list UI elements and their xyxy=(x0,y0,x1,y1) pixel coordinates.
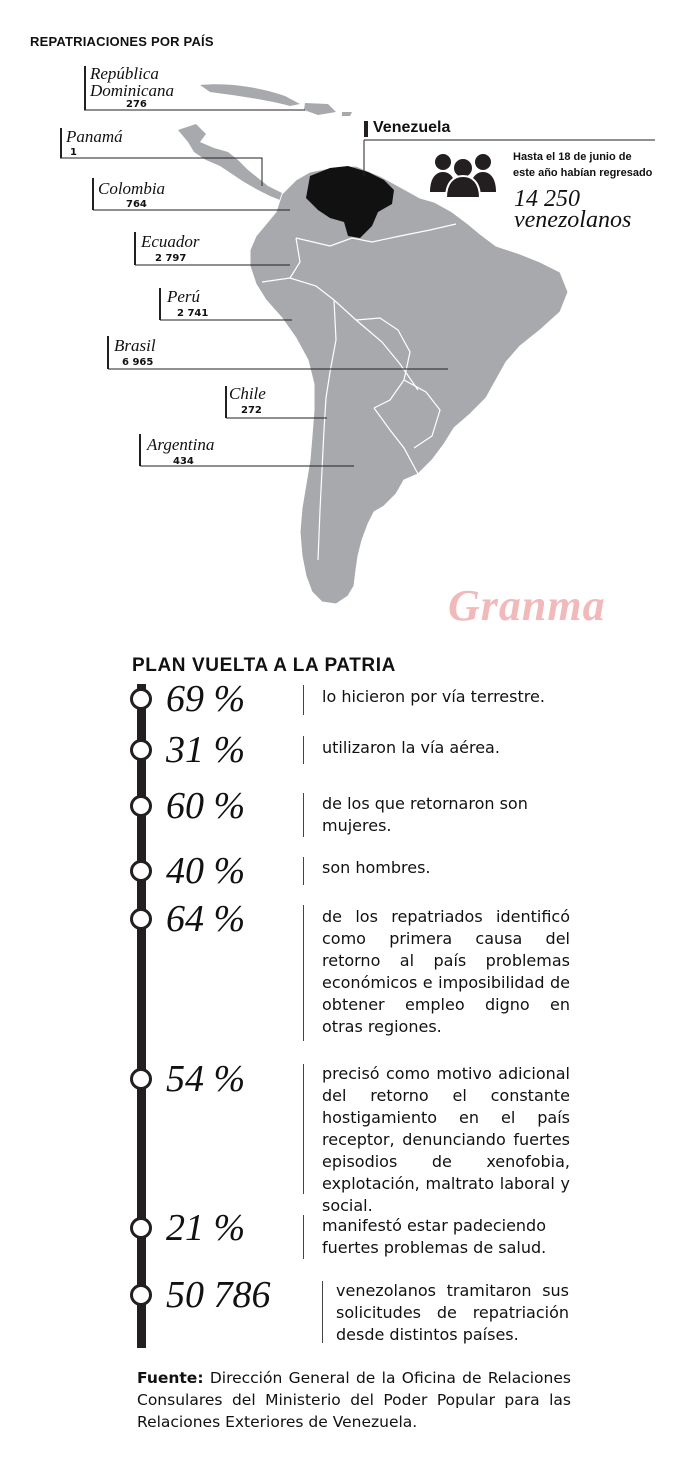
country-count-argentina: 434 xyxy=(173,456,194,467)
stat-value: 60 % xyxy=(166,785,246,827)
central-america xyxy=(178,124,284,200)
venezuela-note-line2: este año habían regresado xyxy=(513,167,653,179)
cuba-island xyxy=(200,84,300,106)
stat-description: utilizaron la vía aérea. xyxy=(322,738,500,757)
venezuela-label: Venezuela xyxy=(373,119,451,136)
timeline-dot xyxy=(130,1068,152,1090)
timeline-dot xyxy=(130,795,152,817)
stat-value: 40 % xyxy=(166,850,246,892)
timeline-bar xyxy=(137,684,146,1348)
separator xyxy=(303,857,304,885)
country-count-peru: 2 741 xyxy=(177,308,209,319)
source-text: Dirección General de la Oficina de Relaciones Consulares del Ministerio del Poder Popular para las Relaciones Exteriores de Venezuela. xyxy=(137,1369,571,1431)
granma-logo-text: Granma xyxy=(448,581,606,630)
timeline-dot xyxy=(130,688,152,710)
country-count-ecuador: 2 797 xyxy=(155,253,187,264)
country-count-panama: 1 xyxy=(70,147,77,158)
separator xyxy=(303,1064,304,1194)
venezuela-note-line1: Hasta el 18 de junio de xyxy=(513,151,632,163)
country-count-dominican-republic: 276 xyxy=(126,99,147,110)
separator xyxy=(303,905,304,1041)
stat-description: manifestó estar padeciendo fuertes problemas de salud. xyxy=(322,1216,547,1257)
small-island xyxy=(342,112,352,116)
map-section-title: REPATRIACIONES POR PAÍS xyxy=(30,34,214,49)
country-label-argentina: Argentina xyxy=(147,435,215,454)
stat-description: de los que retornaron son mujeres. xyxy=(322,794,528,835)
country-label-dominican-republic xyxy=(90,65,200,99)
venezuela-total-number: 14 250 xyxy=(514,186,580,212)
stat-description: precisó como motivo adicional del retorno el constante hostigamiento en el país receptor, denunciando fuertes episodios de xenofobia, explotación, maltrato laboral y social. xyxy=(322,1064,570,1215)
stat-value: 50 786 xyxy=(166,1274,271,1316)
timeline-dot xyxy=(130,1284,152,1306)
country-count-colombia: 764 xyxy=(126,199,147,210)
stat-value: 21 % xyxy=(166,1207,246,1249)
separator xyxy=(322,1281,323,1343)
country-name: República Dominicana xyxy=(90,64,175,100)
people-group-icon xyxy=(430,154,496,198)
hispaniola-island xyxy=(304,103,336,115)
country-label-brazil: Brasil xyxy=(114,336,156,355)
timeline-dot xyxy=(130,1217,152,1239)
stat-value: 54 % xyxy=(166,1058,246,1100)
separator xyxy=(303,1215,304,1259)
country-label-panama: Panamá xyxy=(66,127,123,146)
timeline-dot xyxy=(130,908,152,930)
country-label-peru: Perú xyxy=(167,287,201,306)
timeline-dot xyxy=(130,860,152,882)
stat-value: 64 % xyxy=(166,898,246,940)
country-label-ecuador: Ecuador xyxy=(141,232,200,251)
country-count-brazil: 6 965 xyxy=(122,357,154,368)
stat-value: 31 % xyxy=(166,729,246,771)
source-label: Fuente: xyxy=(137,1369,204,1387)
country-label-chile: Chile xyxy=(229,384,266,403)
separator xyxy=(303,793,304,837)
country-label-colombia: Colombia xyxy=(98,179,166,198)
country-count-chile: 272 xyxy=(241,405,262,416)
stat-description: venezolanos tramitaron sus solicitudes de repatriación desde distintos países. xyxy=(336,1281,569,1344)
separator xyxy=(303,736,304,764)
timeline-dot xyxy=(130,739,152,761)
stat-description: son hombres. xyxy=(322,858,431,877)
plan-title: PLAN VUELTA A LA PATRIA xyxy=(132,655,396,676)
stat-description: de los repatriados identificó como primera causa del retorno al país problemas económicos e imposibilidad de obtener empleo digno en otras regiones. xyxy=(322,907,570,1036)
separator xyxy=(303,685,304,715)
venezuela-total-label: venezolanos xyxy=(514,207,632,233)
stat-value: 69 % xyxy=(166,678,246,720)
source-note xyxy=(137,1367,571,1433)
stat-description: lo hicieron por vía terrestre. xyxy=(322,687,545,706)
